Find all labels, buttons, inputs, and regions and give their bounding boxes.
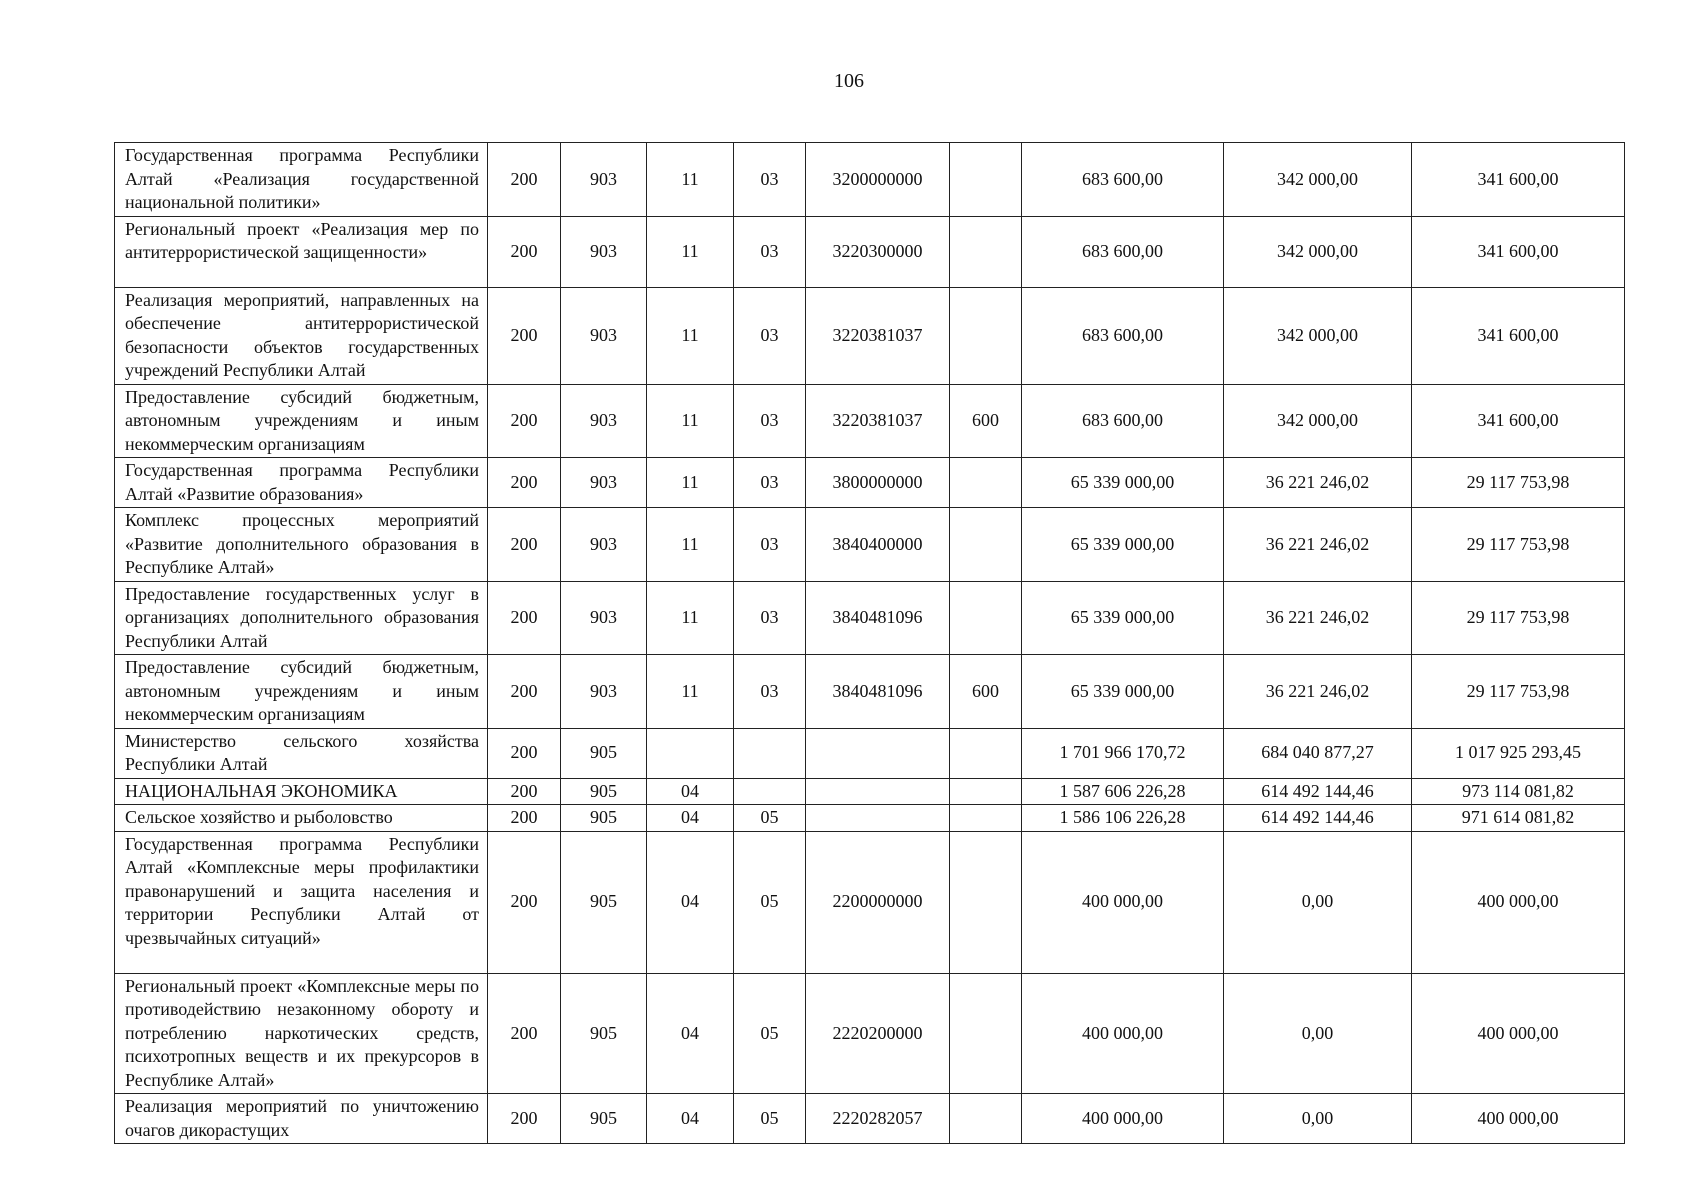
- budget-table: [114, 142, 1625, 1144]
- table-body: [115, 143, 1625, 1144]
- table-row: [115, 508, 1625, 582]
- amount-cell: 400 000,00: [1412, 973, 1625, 1094]
- ministry-code-cell: 905: [561, 728, 647, 778]
- amount-cell: 36 221 246,02: [1224, 508, 1412, 582]
- expense-type-cell: [950, 508, 1022, 582]
- amount-cell: 683 600,00: [1022, 216, 1224, 287]
- target-article-cell: 3840481096: [806, 655, 950, 729]
- expense-type-cell: [950, 831, 1022, 973]
- row-name-text: Реализация мероприятий по уничтожению очагов дикорастущих: [125, 1096, 479, 1140]
- code-cell: 200: [488, 805, 561, 832]
- target-article-cell: 3840481096: [806, 581, 950, 655]
- section-cell: [647, 728, 734, 778]
- amount-cell: 0,00: [1224, 973, 1412, 1094]
- amount-cell: 342 000,00: [1224, 287, 1412, 384]
- section-cell: 11: [647, 458, 734, 508]
- row-name-cell: НАЦИОНАЛЬНАЯ ЭКОНОМИКА: [115, 778, 488, 805]
- amount-cell: 400 000,00: [1022, 1094, 1224, 1144]
- expense-type-cell: 600: [950, 655, 1022, 729]
- section-cell: 11: [647, 581, 734, 655]
- amount-cell: 65 339 000,00: [1022, 581, 1224, 655]
- table-row: [115, 728, 1625, 778]
- amount-cell: 0,00: [1224, 1094, 1412, 1144]
- target-article-cell: 3800000000: [806, 458, 950, 508]
- code-cell: 200: [488, 778, 561, 805]
- table-row: [115, 973, 1625, 1094]
- subsection-cell: 03: [734, 508, 806, 582]
- amount-cell: 0,00: [1224, 831, 1412, 973]
- amount-cell: 683 600,00: [1022, 384, 1224, 458]
- amount-cell: 36 221 246,02: [1224, 458, 1412, 508]
- expense-type-cell: [950, 216, 1022, 287]
- row-name-cell: Предоставление субсидий бюджетным, автономным учреждениям и иным некоммерческим организациям: [115, 655, 488, 729]
- expense-type-cell: [950, 778, 1022, 805]
- amount-cell: 36 221 246,02: [1224, 581, 1412, 655]
- expense-type-cell: [950, 143, 1022, 217]
- ministry-code-cell: 903: [561, 384, 647, 458]
- amount-cell: 342 000,00: [1224, 216, 1412, 287]
- target-article-cell: 2220200000: [806, 973, 950, 1094]
- row-name-cell: [115, 1094, 488, 1144]
- code-cell: 200: [488, 384, 561, 458]
- amount-cell: 1 017 925 293,45: [1412, 728, 1625, 778]
- subsection-cell: 05: [734, 973, 806, 1094]
- amount-cell: 973 114 081,82: [1412, 778, 1625, 805]
- amount-cell: 29 117 753,98: [1412, 655, 1625, 729]
- ministry-code-cell: 905: [561, 778, 647, 805]
- code-cell: 200: [488, 655, 561, 729]
- subsection-cell: 03: [734, 655, 806, 729]
- section-cell: 11: [647, 508, 734, 582]
- row-name-cell: Государственная программа Республики Алтай «Реализация государственной национальной политики»: [115, 143, 488, 217]
- section-cell: 11: [647, 655, 734, 729]
- amount-cell: 65 339 000,00: [1022, 458, 1224, 508]
- target-article-cell: 3840400000: [806, 508, 950, 582]
- table-row: [115, 216, 1625, 287]
- amount-cell: 36 221 246,02: [1224, 655, 1412, 729]
- amount-cell: 342 000,00: [1224, 143, 1412, 217]
- section-cell: 11: [647, 216, 734, 287]
- section-cell: 04: [647, 778, 734, 805]
- table-row: [115, 581, 1625, 655]
- target-article-cell: [806, 728, 950, 778]
- code-cell: 200: [488, 287, 561, 384]
- table-row: [115, 778, 1625, 805]
- amount-cell: 1 587 606 226,28: [1022, 778, 1224, 805]
- code-cell: 200: [488, 458, 561, 508]
- section-cell: 11: [647, 143, 734, 217]
- subsection-cell: 03: [734, 384, 806, 458]
- ministry-code-cell: 905: [561, 973, 647, 1094]
- amount-cell: 341 600,00: [1412, 287, 1625, 384]
- code-cell: 200: [488, 216, 561, 287]
- row-name-cell: Региональный проект «Реализация мер по антитеррористической защищенности»: [115, 216, 488, 287]
- amount-cell: 341 600,00: [1412, 384, 1625, 458]
- ministry-code-cell: 905: [561, 805, 647, 832]
- page-number: 106: [834, 70, 864, 92]
- code-cell: 200: [488, 1094, 561, 1144]
- row-name-cell: Региональный проект «Комплексные меры по противодействию незаконному обороту и потреблению наркотических средств, психотропных веществ и их прекурсоров в Республике Алтай»: [115, 973, 488, 1094]
- row-name-cell: Реализация мероприятий, направленных на обеспечение антитеррористической безопасности объектов государственных учреждений Республики Алтай: [115, 287, 488, 384]
- ministry-code-cell: 903: [561, 143, 647, 217]
- table-row: [115, 143, 1625, 217]
- section-cell: 11: [647, 287, 734, 384]
- subsection-cell: 05: [734, 831, 806, 973]
- expense-type-cell: [950, 287, 1022, 384]
- target-article-cell: 2220282057: [806, 1094, 950, 1144]
- code-cell: 200: [488, 581, 561, 655]
- subsection-cell: 03: [734, 581, 806, 655]
- amount-cell: 400 000,00: [1022, 831, 1224, 973]
- target-article-cell: 3220300000: [806, 216, 950, 287]
- target-article-cell: 3220381037: [806, 384, 950, 458]
- amount-cell: 400 000,00: [1412, 1094, 1625, 1144]
- amount-cell: 1 701 966 170,72: [1022, 728, 1224, 778]
- row-name-cell: Министерство сельского хозяйства Республики Алтай: [115, 728, 488, 778]
- row-name-cell: Сельское хозяйство и рыболовство: [115, 805, 488, 832]
- table-row: [115, 805, 1625, 832]
- amount-cell: 614 492 144,46: [1224, 805, 1412, 832]
- table-row: [115, 287, 1625, 384]
- code-cell: 200: [488, 728, 561, 778]
- section-cell: 04: [647, 1094, 734, 1144]
- row-name-cell: Государственная программа Республики Алтай «Развитие образования»: [115, 458, 488, 508]
- section-cell: 04: [647, 973, 734, 1094]
- subsection-cell: [734, 728, 806, 778]
- code-cell: 200: [488, 508, 561, 582]
- code-cell: 200: [488, 973, 561, 1094]
- ministry-code-cell: 905: [561, 831, 647, 973]
- subsection-cell: 03: [734, 143, 806, 217]
- subsection-cell: 03: [734, 287, 806, 384]
- amount-cell: 400 000,00: [1022, 973, 1224, 1094]
- expense-type-cell: [950, 728, 1022, 778]
- amount-cell: 971 614 081,82: [1412, 805, 1625, 832]
- target-article-cell: 2200000000: [806, 831, 950, 973]
- amount-cell: 1 586 106 226,28: [1022, 805, 1224, 832]
- expense-type-cell: [950, 458, 1022, 508]
- row-name-cell: Государственная программа Республики Алтай «Комплексные меры профилактики правонарушений и защита населения и территории Республики Алтай от чрезвычайных ситуаций»: [115, 831, 488, 973]
- expense-type-cell: [950, 973, 1022, 1094]
- row-name-cell: Комплекс процессных мероприятий «Развитие дополнительного образования в Республике Алтай»: [115, 508, 488, 582]
- target-article-cell: 3200000000: [806, 143, 950, 217]
- amount-cell: 29 117 753,98: [1412, 508, 1625, 582]
- row-name-cell: Предоставление субсидий бюджетным, автономным учреждениям и иным некоммерческим организациям: [115, 384, 488, 458]
- section-cell: 04: [647, 831, 734, 973]
- amount-cell: 65 339 000,00: [1022, 508, 1224, 582]
- target-article-cell: 3220381037: [806, 287, 950, 384]
- ministry-code-cell: 903: [561, 216, 647, 287]
- amount-cell: 683 600,00: [1022, 287, 1224, 384]
- ministry-code-cell: 903: [561, 458, 647, 508]
- amount-cell: 400 000,00: [1412, 831, 1625, 973]
- amount-cell: 683 600,00: [1022, 143, 1224, 217]
- expense-type-cell: 600: [950, 384, 1022, 458]
- table-row: [115, 384, 1625, 458]
- table-row: [115, 1094, 1625, 1144]
- ministry-code-cell: 903: [561, 581, 647, 655]
- subsection-cell: 05: [734, 1094, 806, 1144]
- subsection-cell: 03: [734, 216, 806, 287]
- amount-cell: 29 117 753,98: [1412, 581, 1625, 655]
- ministry-code-cell: 903: [561, 655, 647, 729]
- expense-type-cell: [950, 1094, 1022, 1144]
- table-row: [115, 831, 1625, 973]
- table-row: [115, 655, 1625, 729]
- code-cell: 200: [488, 143, 561, 217]
- subsection-cell: [734, 778, 806, 805]
- code-cell: 200: [488, 831, 561, 973]
- target-article-cell: [806, 778, 950, 805]
- target-article-cell: [806, 805, 950, 832]
- amount-cell: 614 492 144,46: [1224, 778, 1412, 805]
- amount-cell: 341 600,00: [1412, 143, 1625, 217]
- amount-cell: 341 600,00: [1412, 216, 1625, 287]
- ministry-code-cell: 903: [561, 508, 647, 582]
- subsection-cell: 03: [734, 458, 806, 508]
- section-cell: 04: [647, 805, 734, 832]
- subsection-cell: 05: [734, 805, 806, 832]
- section-cell: 11: [647, 384, 734, 458]
- row-name-cell: Предоставление государственных услуг в организациях дополнительного образования Республики Алтай: [115, 581, 488, 655]
- expense-type-cell: [950, 581, 1022, 655]
- amount-cell: 342 000,00: [1224, 384, 1412, 458]
- ministry-code-cell: 903: [561, 287, 647, 384]
- table-row: [115, 458, 1625, 508]
- expense-type-cell: [950, 805, 1022, 832]
- amount-cell: 29 117 753,98: [1412, 458, 1625, 508]
- amount-cell: 65 339 000,00: [1022, 655, 1224, 729]
- ministry-code-cell: 905: [561, 1094, 647, 1144]
- amount-cell: 684 040 877,27: [1224, 728, 1412, 778]
